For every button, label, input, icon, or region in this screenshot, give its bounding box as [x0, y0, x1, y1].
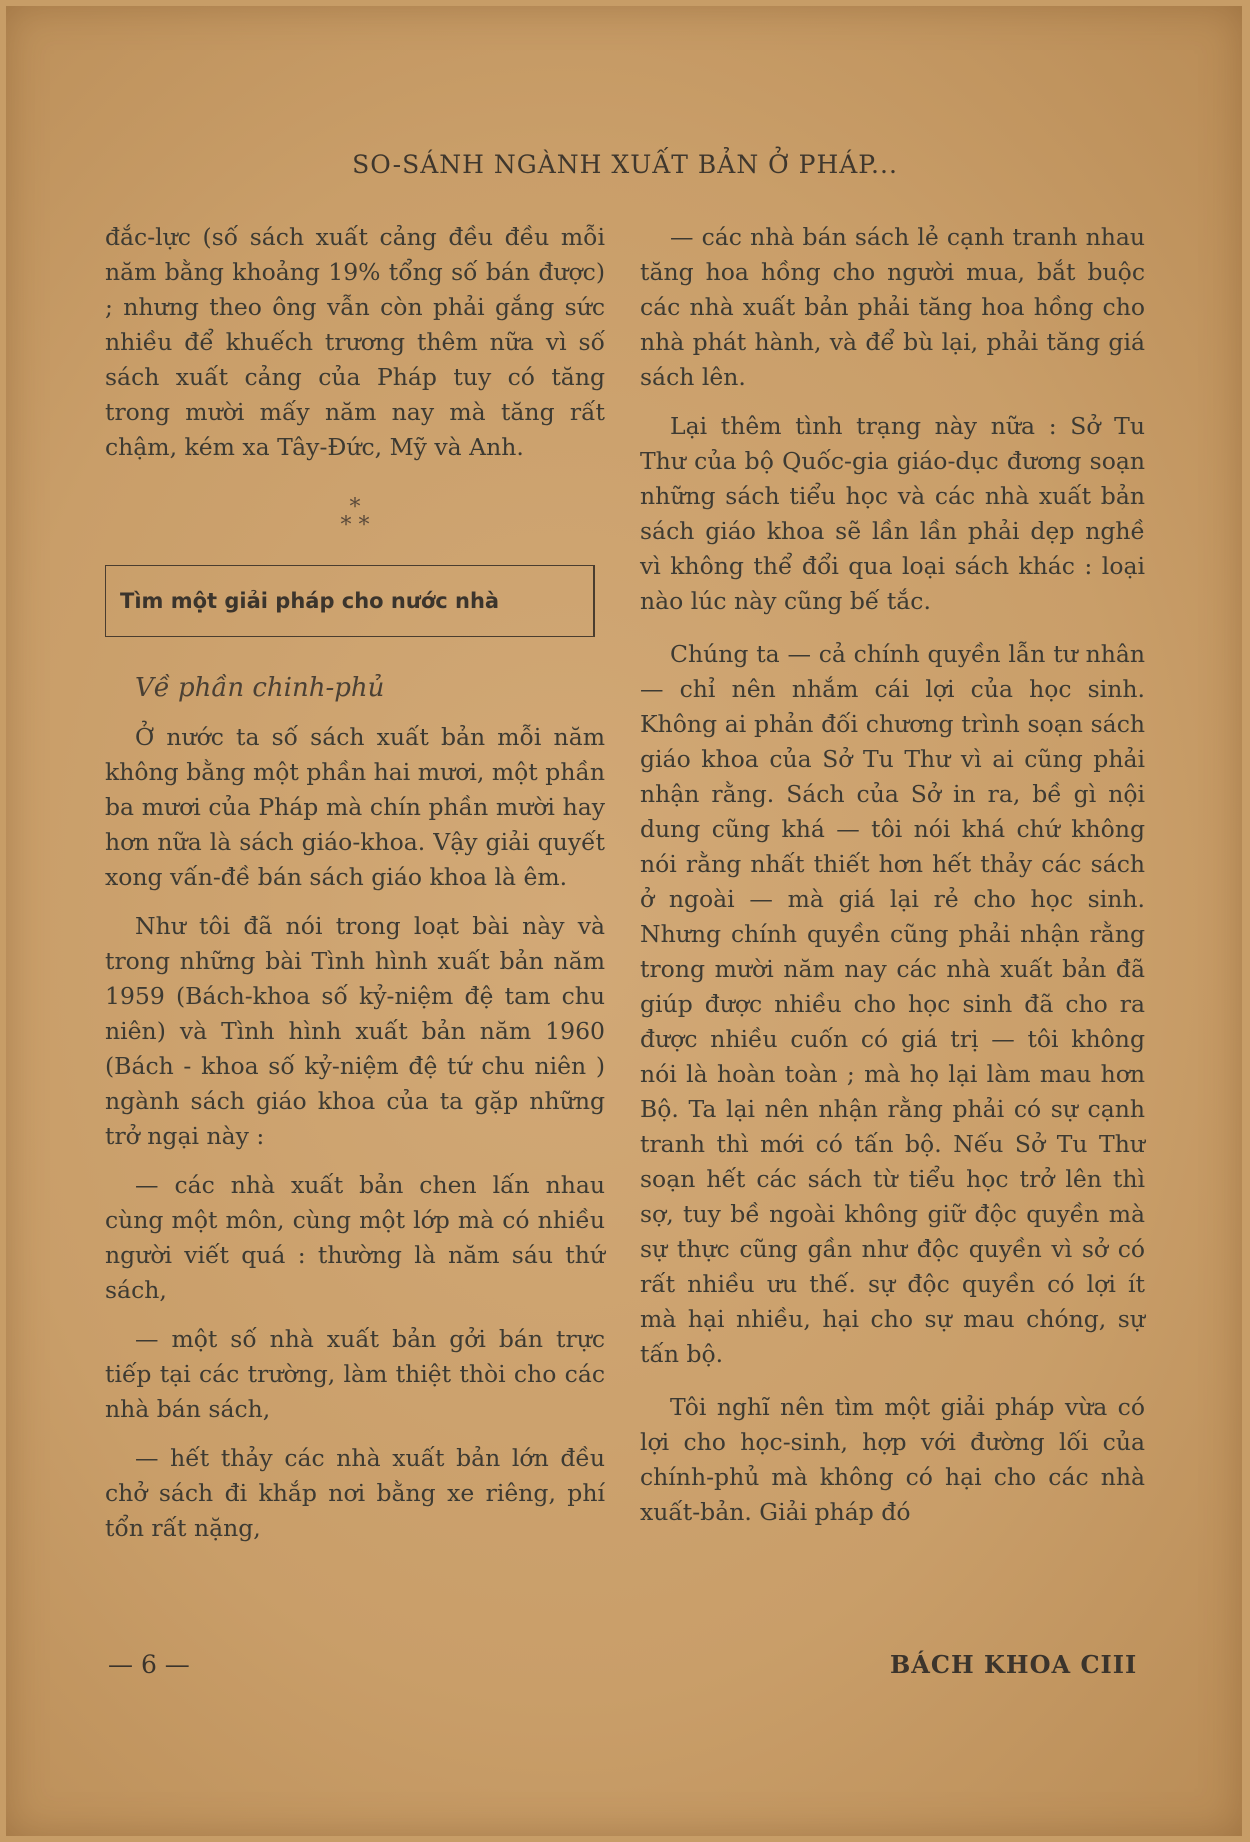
left-column — [105, 220, 605, 1560]
page-number: — 6 — — [108, 1650, 190, 1679]
section-asterism — [105, 495, 605, 538]
subheading: Về phần chinh-phủ — [135, 673, 385, 703]
running-header: SO-SÁNH NGÀNH XUẤT BẢN Ở PHÁP... — [352, 150, 898, 179]
paragraph: — các nhà xuất bản chen lấn nhau cùng một môn, cùng một lớp mà có nhiều người viết quá : thường là năm sáu thứ sách, — [105, 1171, 605, 1304]
right-column — [640, 220, 1145, 1544]
paragraph: — hết thảy các nhà xuất bản lớn đều chở sách đi khắp nơi bằng xe riêng, phí tổn rất nặng, — [105, 1444, 605, 1542]
publication-name: BÁCH KHOA CIII — [890, 1650, 1138, 1679]
paragraph: Chúng ta — cả chính quyền lẫn tư nhân — chỉ nên nhắm cái lợi của học sinh. Không ai phản đối chương trình soạn sách giáo khoa của Sở Tu Thư vì ai cũng phải nhận rằng. Sách của Sở in ra, bề gì nội dung cũng khá — tôi nói khá chứ không nói rằng nhất thiết hơn hết thảy các sách ở ngoài — mà giá lại rẻ cho học sinh. Nhưng chính quyền cũng phải nhận rằng trong mười năm nay các nhà xuất bản đã giúp được nhiều cho học sinh đã cho ra được nhiều cuốn có giá trị — tôi không nói là hoàn toàn ; mà họ lại làm mau hơn Bộ. Ta lại nên nhận rằng phải có sự cạnh tranh thì mới có tấn bộ. Nếu Sở Tu Thư soạn hết các sách từ tiểu học trở lên thì sợ, tuy bề ngoài không giữ độc quyền mà sự thực cũng gần như độc quyền vì sở có rất nhiều ưu thế. sự độc quyền có lợi ít mà hại nhiều, hại cho sự mau chóng, sự tấn bộ. — [640, 640, 1145, 1368]
section-title: Tìm một giải pháp cho nước nhà — [120, 588, 500, 613]
paragraph: Tôi nghĩ nên tìm một giải pháp vừa có lợi cho học-sinh, hợp với đường lối của chính-phủ mà không có hại cho các nhà xuất-bản. Giải pháp đó — [640, 1393, 1145, 1526]
paragraph: — các nhà bán sách lẻ cạnh tranh nhau tăng hoa hồng cho người mua, bắt buộc các nhà xuất bản phải tăng hoa hồng cho nhà phát hành, và để bù lại, phải tăng giá sách lên. — [640, 223, 1145, 391]
section-title-box — [105, 565, 595, 637]
asterism-top: * — [349, 495, 361, 520]
paragraph: Như tôi đã nói trong loạt bài này và trong những bài Tình hình xuất bản năm 1959 (Bách-khoa số kỷ-niệm đệ tam chu niên) và Tình hình xuất bản năm 1960 (Bách - khoa số kỷ-niệm đệ tứ chu niên ) ngành sách giáo khoa của ta gặp những trở ngại này : — [105, 912, 605, 1150]
asterism-bottom: * * — [340, 513, 370, 538]
paragraph: đắc-lực (số sách xuất cảng đều đều mỗi năm bằng khoảng 19% tổng số bán được) ; nhưng theo ông vẫn còn phải gắng sức nhiều để khuếch trương thêm nữa vì số sách xuất cảng của Pháp tuy có tăng trong mười mấy năm nay mà tăng rất chậm, kém xa Tây-Đức, Mỹ và Anh. — [105, 223, 605, 461]
paragraph: Lại thêm tình trạng này nữa : Sở Tu Thư của bộ Quốc-gia giáo-dục đương soạn những sách tiểu học và các nhà xuất bản sách giáo khoa sẽ lần lần phải dẹp nghề vì không thể đổi qua loại sách khác : loại nào lúc này cũng bế tắc. — [640, 412, 1145, 615]
paragraph: — một số nhà xuất bản gởi bán trực tiếp tại các trường, làm thiệt thòi cho các nhà bán sách, — [105, 1325, 605, 1423]
paragraph: Ở nước ta số sách xuất bản mỗi năm không bằng một phần hai mươi, một phần ba mươi của Pháp mà chín phần mười hay hơn nữa là sách giáo-khoa. Vậy giải quyết xong vấn-đề bán sách giáo khoa là êm. — [105, 723, 605, 891]
